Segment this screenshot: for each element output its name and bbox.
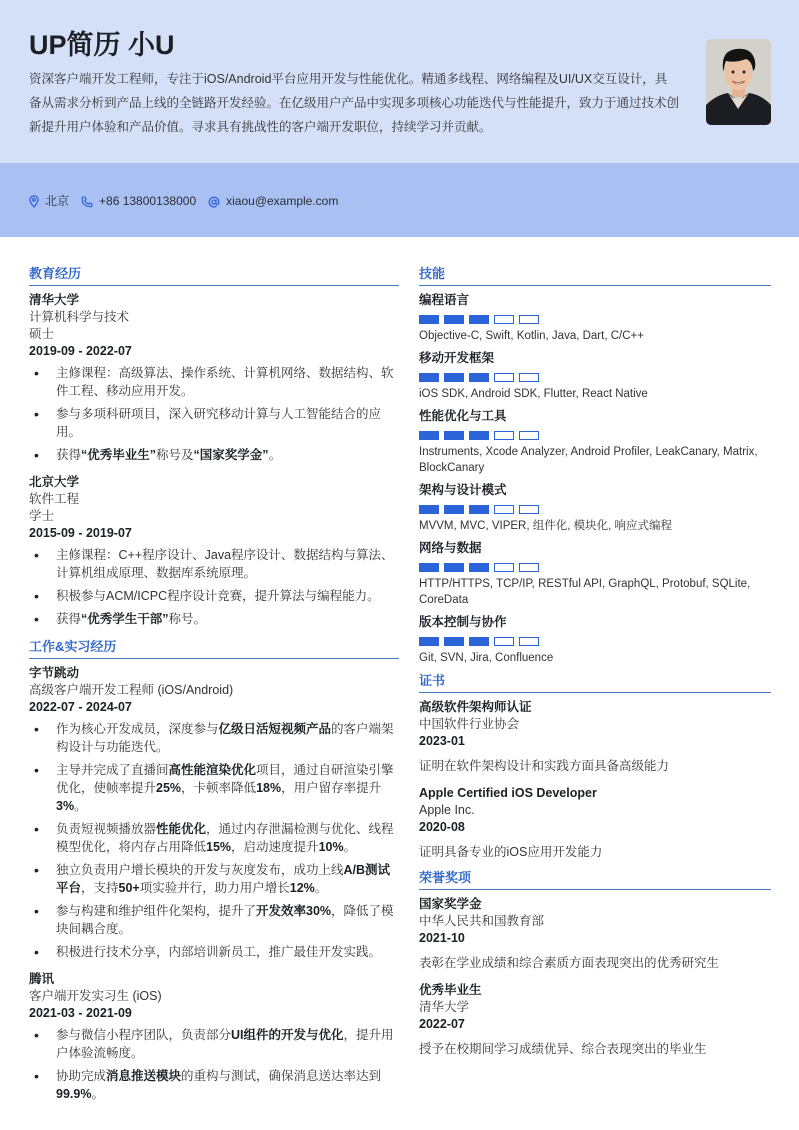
text-segment: 协助完成	[56, 1069, 107, 1083]
skill-level-bar	[419, 431, 771, 440]
level-block-filled	[469, 431, 489, 440]
bold-text: 25%	[156, 781, 182, 795]
text-segment: 参与多项科研项目，深入研究移动计算与人工智能结合的应用。	[56, 407, 382, 439]
text-segment: 获得	[56, 612, 82, 626]
level-block-filled	[419, 315, 439, 324]
email-text: xiaou@example.com	[226, 194, 339, 208]
award-name: 国家奖学金	[419, 897, 482, 911]
text-segment: 项目，通过自研渲染引擎优化，使帧率提升	[56, 763, 394, 795]
bold-text: 99.9%	[56, 1087, 92, 1101]
skill-entry	[419, 614, 771, 666]
text-segment: ，提升用户体验流畅度。	[56, 1028, 394, 1060]
contact-location	[29, 193, 69, 210]
text-segment: ，降低了模块间耦合度。	[56, 904, 394, 936]
level-block-filled	[469, 373, 489, 382]
skill-category: 架构与设计模式	[419, 483, 507, 497]
certificate-entry	[419, 785, 771, 861]
skill-level-bar	[419, 637, 771, 646]
text-segment: 积极参与ACM/ICPC程序设计竞赛，提升算法与编程能力。	[56, 589, 380, 603]
text-segment: ，支持	[81, 881, 119, 895]
school-name: 北京大学	[29, 475, 80, 489]
bold-text: UI组件的开发与优化	[231, 1028, 344, 1042]
date-range: 2021-03 - 2021-09	[29, 1006, 132, 1020]
awards-section	[419, 869, 771, 1058]
level-block-filled	[444, 505, 464, 514]
text-segment: 参与构建和维护组件化架构，提升了	[56, 904, 257, 918]
bullet-item	[29, 587, 399, 605]
section-title-work: 工作&实习经历	[29, 638, 399, 659]
awards-list	[419, 896, 771, 1058]
skill-items: iOS SDK, Android SDK, Flutter, React Native	[419, 388, 648, 400]
text-segment: 的客户端架构设计与功能迭代。	[56, 722, 394, 754]
education-entry	[29, 474, 399, 628]
skill-level-bar	[419, 505, 771, 514]
award-issuer: 中华人民共和国教育部	[419, 914, 545, 928]
text-segment: 。	[268, 448, 282, 462]
certificate-date: 2023-01	[419, 734, 465, 748]
bullet-item	[29, 1067, 399, 1103]
bold-text: A/B测试平台	[56, 863, 391, 895]
text-segment: 作为核心开发成员，深度参与	[56, 722, 219, 736]
bold-text: 15%	[206, 840, 232, 854]
award-entry	[419, 982, 771, 1058]
contact-info	[29, 193, 350, 210]
text-segment: 积极进行技术分享，内部培训新员工，推广最佳开发实践。	[56, 945, 382, 959]
level-block-empty	[494, 373, 514, 382]
text-segment: ，通过内存泄漏检测与优化、线程模型优化，将内存占用降低	[56, 822, 394, 854]
bold-text: 开发效率30%	[256, 904, 332, 918]
skill-level-bar	[419, 563, 771, 572]
bold-text: 3%	[56, 799, 75, 813]
skills-list	[419, 292, 771, 666]
candidate-name: UP简历 小U	[29, 30, 175, 60]
bold-text: “优秀学生干部”	[81, 612, 169, 626]
skill-entry	[419, 292, 771, 344]
date-range: 2015-09 - 2019-07	[29, 526, 132, 540]
degree: 硕士	[29, 327, 55, 341]
degree: 学士	[29, 509, 55, 523]
text-segment: 。	[314, 881, 328, 895]
work-list	[29, 665, 399, 1103]
contact-phone[interactable]	[81, 193, 196, 210]
skills-section	[419, 265, 771, 666]
bullet-list	[29, 546, 399, 628]
level-block-filled	[444, 563, 464, 572]
text-segment: 获得	[56, 448, 82, 462]
skill-entry	[419, 540, 771, 608]
bullet-item	[29, 405, 399, 441]
level-block-filled	[444, 637, 464, 646]
skill-entry	[419, 482, 771, 534]
profile-photo	[706, 39, 771, 125]
bold-text: 消息推送模块	[106, 1069, 182, 1083]
certificates-section	[419, 672, 771, 861]
certificate-description: 证明具备专业的iOS应用开发能力	[419, 845, 603, 859]
bullet-list	[29, 720, 399, 961]
award-description: 授予在校期间学习成绩优异、综合表现突出的毕业生	[419, 1042, 707, 1056]
bold-text: 12%	[289, 881, 315, 895]
level-block-empty	[494, 315, 514, 324]
work-entry	[29, 971, 399, 1103]
bold-text: “国家奖学金”	[193, 448, 269, 462]
phone-text: +86 13800138000	[99, 194, 197, 208]
text-segment: ，启动速度提升	[231, 840, 319, 854]
date-range: 2022-07 - 2024-07	[29, 700, 132, 714]
skill-category: 网络与数据	[419, 541, 482, 555]
text-segment: 负责短视频播放器	[56, 822, 157, 836]
avatar-portrait-icon	[706, 39, 771, 125]
bullet-item	[29, 943, 399, 961]
level-block-empty	[519, 637, 539, 646]
left-column	[29, 265, 399, 1113]
skill-category: 版本控制与协作	[419, 615, 507, 629]
bold-text: 高性能渲染优化	[168, 763, 257, 777]
skill-entry	[419, 408, 771, 476]
education-list	[29, 292, 399, 628]
skill-items: Git, SVN, Jira, Confluence	[419, 652, 554, 664]
text-segment: 称号。	[168, 612, 207, 626]
level-block-filled	[419, 505, 439, 514]
level-block-empty	[519, 505, 539, 514]
education-section	[29, 265, 399, 628]
level-block-filled	[469, 637, 489, 646]
text-segment: 独立负责用户增长模块的开发与灰度发布，成功上线	[56, 863, 344, 877]
level-block-filled	[419, 637, 439, 646]
level-block-filled	[444, 431, 464, 440]
phone-icon	[81, 196, 93, 208]
bullet-list	[29, 364, 399, 464]
level-block-empty	[494, 563, 514, 572]
major: 计算机科学与技术	[29, 310, 130, 324]
resume-header	[0, 0, 799, 163]
date-range: 2019-09 - 2022-07	[29, 344, 132, 358]
section-title-education: 教育经历	[29, 265, 399, 286]
school-name: 清华大学	[29, 293, 80, 307]
level-block-empty	[494, 431, 514, 440]
text-segment: 的重构与测试，确保消息送达率达到	[181, 1069, 382, 1083]
contact-email[interactable]	[208, 193, 338, 210]
certificate-entry	[419, 699, 771, 775]
text-segment: 。	[74, 799, 87, 813]
bold-text: “优秀毕业生”	[81, 448, 157, 462]
certificate-name: 高级软件架构师认证	[419, 700, 532, 714]
text-segment: 主导并完成了直播间	[56, 763, 169, 777]
bullet-list	[29, 1026, 399, 1103]
location-pin-icon	[29, 195, 39, 208]
level-block-empty	[519, 431, 539, 440]
level-block-filled	[419, 373, 439, 382]
skill-category: 移动开发框架	[419, 351, 495, 365]
profile-summary: 资深客户端开发工程师，专注于iOS/Android平台应用开发与性能优化。精通多线程、网络编程及UI/UX交互设计，具备从需求分析到产品上线的全链路开发经验。在亿级用户产品中实现多项核心功能迭代与性能提升，致力于通过技术创新提升用户体验和产品价值。寻求具有挑战性的客户端开发职位，持续学习并贡献。	[29, 72, 680, 134]
level-block-empty	[519, 373, 539, 382]
award-entry	[419, 896, 771, 972]
company-name: 腾讯	[29, 972, 55, 986]
text-segment: 称号及	[156, 448, 194, 462]
skill-items: MVVM, MVC, VIPER, 组件化, 模块化, 响应式编程	[419, 520, 673, 532]
text-segment: 主修课程：高级算法、操作系统、计算机网络、数据结构、软件工程、移动应用开发。	[56, 366, 394, 398]
bullet-item	[29, 902, 399, 938]
award-date: 2022-07	[419, 1017, 465, 1031]
skill-level-bar	[419, 315, 771, 324]
award-name: 优秀毕业生	[419, 983, 482, 997]
skill-items: Instruments, Xcode Analyzer, Android Profiler, LeakCanary, Matrix, BlockCanary	[419, 446, 758, 474]
level-block-filled	[419, 431, 439, 440]
bullet-item	[29, 610, 399, 628]
at-sign-icon	[208, 196, 220, 208]
award-date: 2021-10	[419, 931, 465, 945]
bullet-item	[29, 861, 399, 897]
text-segment: 项实验并行，助力用户增长	[139, 881, 290, 895]
text-segment: 。	[91, 1087, 104, 1101]
major: 软件工程	[29, 492, 80, 506]
skill-entry	[419, 350, 771, 402]
level-block-filled	[469, 505, 489, 514]
right-column	[419, 265, 771, 1068]
skill-items: Objective-C, Swift, Kotlin, Java, Dart, C/C++	[419, 330, 644, 342]
job-role: 高级客户端开发工程师 (iOS/Android)	[29, 683, 234, 697]
work-entry	[29, 665, 399, 961]
bold-text: 18%	[256, 781, 282, 795]
bullet-item	[29, 1026, 399, 1062]
bullet-item	[29, 820, 399, 856]
skill-level-bar	[419, 373, 771, 382]
bullet-item	[29, 446, 399, 464]
bold-text: 性能优化	[156, 822, 207, 836]
text-segment: 。	[343, 840, 357, 854]
education-entry	[29, 292, 399, 464]
certificate-issuer: 中国软件行业协会	[419, 717, 520, 731]
text-segment: ，用户留存率提升	[281, 781, 382, 795]
certificate-date: 2020-08	[419, 820, 465, 834]
skill-category: 编程语言	[419, 293, 470, 307]
work-section	[29, 638, 399, 1103]
level-block-empty	[494, 505, 514, 514]
bold-text: 亿级日活短视频产品	[218, 722, 332, 736]
skill-items: HTTP/HTTPS, TCP/IP, RESTful API, GraphQL, Protobuf, SQLite, CoreData	[419, 578, 751, 606]
level-block-filled	[419, 563, 439, 572]
certificate-description: 证明在软件架构设计和实践方面具备高级能力	[419, 759, 670, 773]
section-title-awards: 荣誉奖项	[419, 869, 771, 890]
text-segment: ，卡顿率降低	[181, 781, 257, 795]
bullet-item	[29, 720, 399, 756]
level-block-filled	[469, 315, 489, 324]
skill-category: 性能优化与工具	[419, 409, 507, 423]
section-title-certificates: 证书	[419, 672, 771, 693]
level-block-empty	[494, 637, 514, 646]
certificate-issuer: Apple Inc.	[419, 803, 475, 817]
award-description: 表彰在学业成绩和综合素质方面表现突出的优秀研究生	[419, 956, 720, 970]
level-block-filled	[444, 373, 464, 382]
text-segment: 主修课程：C++程序设计、Java程序设计、数据结构与算法、计算机组成原理、数据库系统原理。	[56, 548, 394, 580]
section-title-skills: 技能	[419, 265, 771, 286]
certificate-name: Apple Certified iOS Developer	[419, 786, 597, 800]
certificates-list	[419, 699, 771, 861]
level-block-filled	[444, 315, 464, 324]
bullet-item	[29, 761, 399, 815]
company-name: 字节跳动	[29, 666, 80, 680]
bold-text: 50+	[118, 881, 140, 895]
level-block-filled	[469, 563, 489, 572]
level-block-empty	[519, 563, 539, 572]
text-segment: 参与微信小程序团队，负责部分	[56, 1028, 232, 1042]
bold-text: 10%	[318, 840, 344, 854]
job-role: 客户端开发实习生 (iOS)	[29, 989, 162, 1003]
location-text: 北京	[45, 194, 70, 208]
award-issuer: 清华大学	[419, 1000, 470, 1014]
level-block-empty	[519, 315, 539, 324]
bullet-item	[29, 364, 399, 400]
bullet-item	[29, 546, 399, 582]
